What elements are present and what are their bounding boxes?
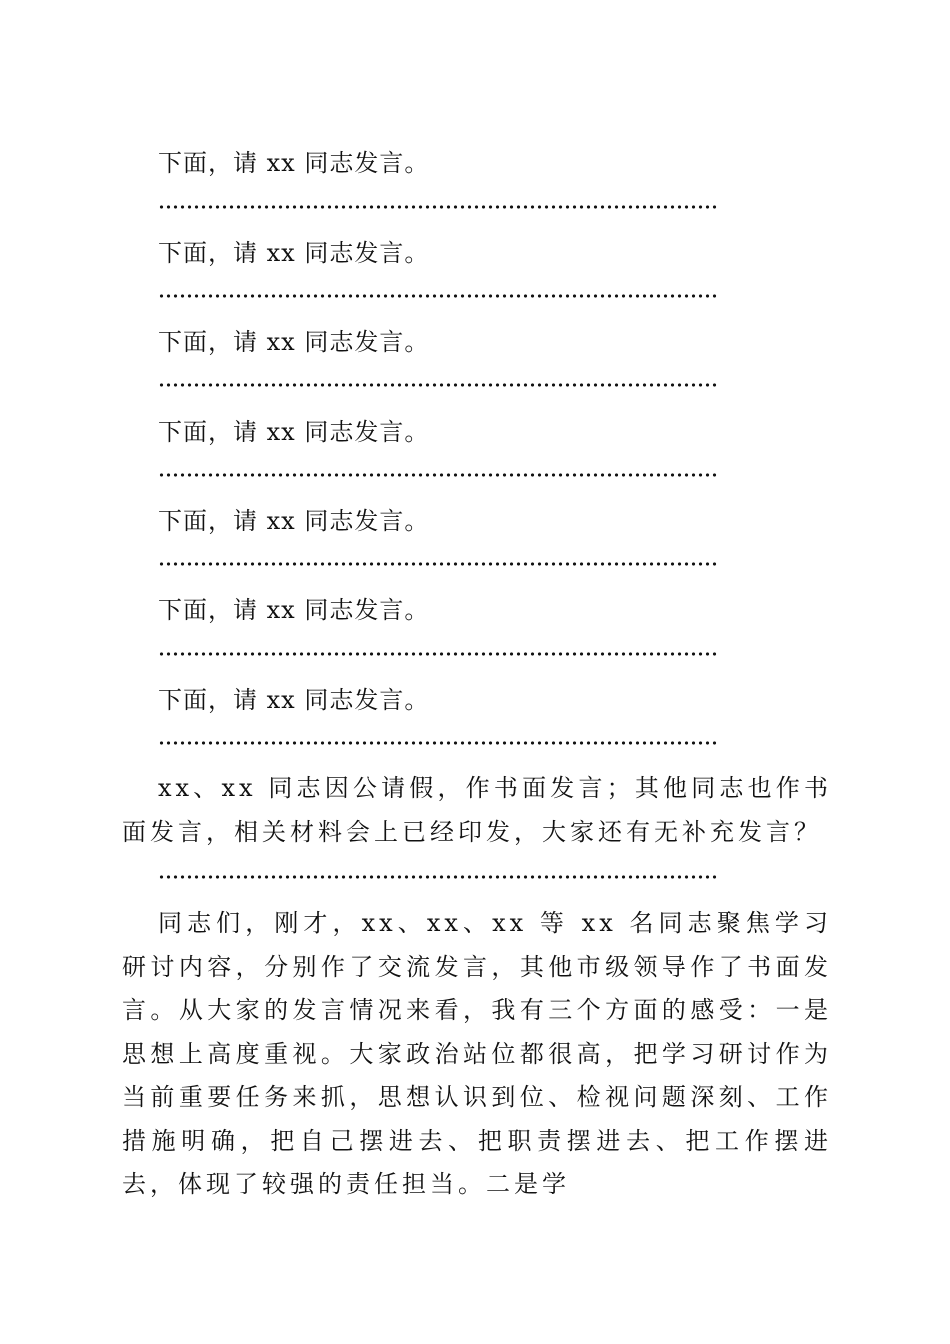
speaker-line-7: 下面，请 xx 同志发言。 — [158, 686, 430, 714]
speaker-line-4: 下面，请 xx 同志发言。 — [158, 418, 430, 446]
ellipsis-separator-5 — [158, 561, 718, 567]
summary-paragraph: 同志们，刚才，xx、xx、xx 等 xx 名同志聚焦学习研讨内容，分别作了交流发言，其他市级领导作了书面发言。从大家的发言情况来看，我有三个方面的感受：一是思想上高度重视。大家政治站位都很高，把学习研讨作为当前重要任务来抓，思想认识到位、检视问题深刻、工作措施明确，把自己摆进去、把职责摆进去、把工作摆进去，体现了较强的责任担当。二是学 — [122, 909, 832, 1198]
speaker-line-2: 下面，请 xx 同志发言。 — [158, 239, 430, 267]
ellipsis-separator-8 — [158, 874, 718, 880]
ellipsis-separator-7 — [158, 740, 718, 746]
ellipsis-separator-4 — [158, 472, 718, 478]
speaker-line-3: 下面，请 xx 同志发言。 — [158, 328, 430, 356]
ellipsis-separator-3 — [158, 382, 718, 388]
ellipsis-separator-1 — [158, 204, 718, 210]
ellipsis-separator-2 — [158, 293, 718, 299]
speaker-line-1: 下面，请 xx 同志发言。 — [158, 149, 430, 177]
leave-paragraph: xx、xx 同志因公请假，作书面发言；其他同志也作书面发言，相关材料会上已经印发，大家还有无补充发言？ — [122, 774, 832, 846]
ellipsis-separator-6 — [158, 651, 718, 657]
speaker-line-5: 下面，请 xx 同志发言。 — [158, 507, 430, 535]
speaker-line-6: 下面，请 xx 同志发言。 — [158, 596, 430, 624]
